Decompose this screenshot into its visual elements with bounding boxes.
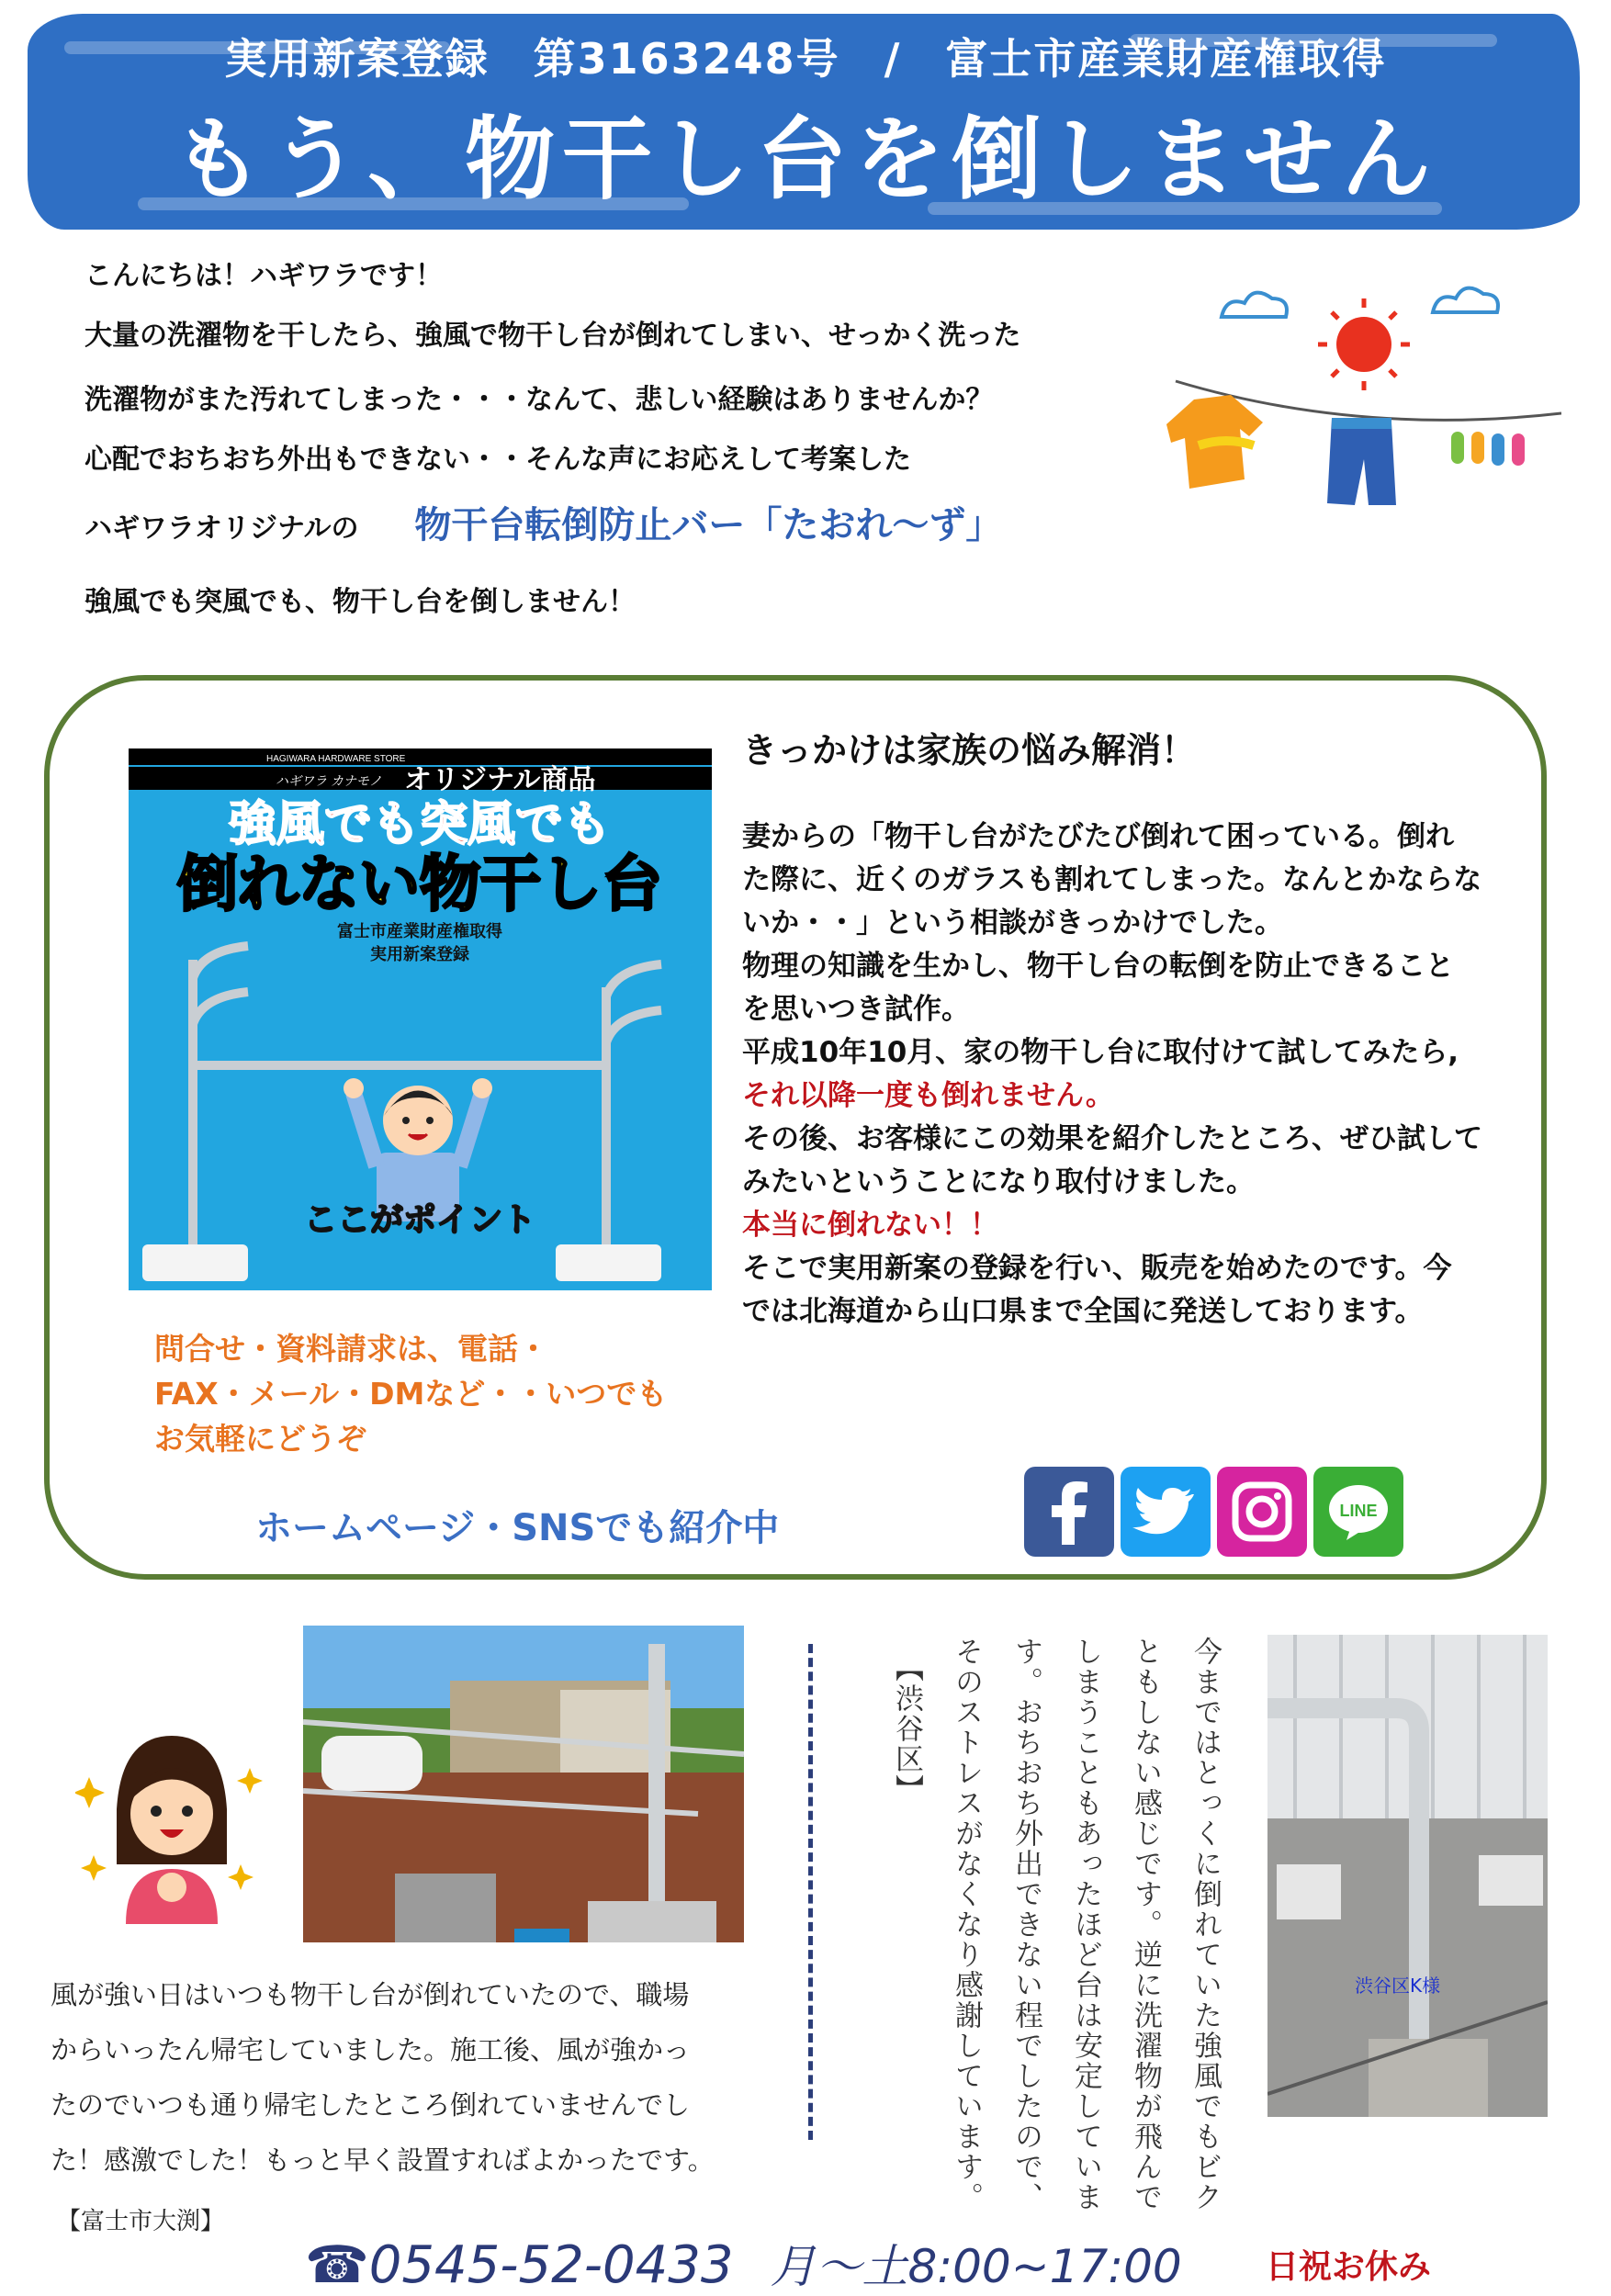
socks-icon (1451, 432, 1525, 466)
testimonial-column: しまうこともあったほど台は安定していま (1069, 1637, 1102, 2212)
testimonial-source-fuji: 【富士市大渕】 (57, 2208, 225, 2235)
poster-line2: 倒れない物干し台 (177, 849, 662, 919)
story-line: その後、お客様にこの効果を紹介したところ、ぜひ試して (742, 1122, 1482, 1155)
intro-closing: 強風でも突風でも、物干し台を倒しません！ (84, 586, 636, 618)
cloud-icon (1222, 288, 1498, 317)
poster-graphic (129, 748, 712, 1290)
testimonial-source-shibuya: 【渋谷区】 (890, 1653, 923, 1805)
story-highlight: それ以降一度も倒れません。 (742, 1079, 1114, 1112)
testimonial-line: たのでいつも通り帰宅したところ倒れていませんでし (51, 2089, 691, 2121)
customer-photo-fuji (303, 1626, 744, 1942)
contact-line: 問合せ・資料請求は、電話・ (154, 1331, 548, 1367)
intro-line: 大量の洗濯物を干したら、強風で物干し台が倒れてしまい、せっかく洗った (84, 320, 1021, 352)
photo-caption: 渋谷区K様 (1355, 1975, 1441, 1997)
story-heading: きっかけは家族の悩み解消！ (742, 730, 1197, 771)
contact-line: お気軽にどうぞ (154, 1421, 366, 1457)
story-line: みたいということになり取付けました。 (742, 1165, 1255, 1199)
story-line: では北海道から山口県まで全国に発送しております。 (742, 1295, 1424, 1328)
page-title: もう、物干し台を倒しません (172, 107, 1438, 212)
poster-point: ここがポイント (303, 1201, 536, 1239)
intro-line: 心配でおちおち外出もできない・・そんな声にお応えして考案した (84, 444, 911, 476)
business-hours: 月～土8:00~17:00 (770, 2240, 1182, 2293)
sun-icon (1318, 298, 1410, 390)
testimonial-line: からいったん帰宅していました。施工後、風が強かっ (51, 2034, 691, 2065)
footer-contact (305, 2230, 1182, 2296)
story-line: 物理の知識を生かし、物干し台の転倒を防止できること (742, 950, 1454, 983)
contact-line: FAX・メール・DMなど・・いつでも (154, 1376, 668, 1412)
product-name: 物干台転倒防止バー「たおれ〜ず」 (414, 504, 1003, 546)
story-line: を思いつき試作。 (742, 993, 970, 1026)
story-line: そこで実用新案の登録を行い、販売を始めたのです。今 (742, 1252, 1452, 1285)
pole-base (142, 1244, 248, 1281)
shorts-icon (1327, 418, 1396, 505)
shirt-icon (1166, 395, 1263, 489)
poster-cert2: 実用新案登録 (370, 945, 469, 964)
line-icon[interactable] (1313, 1467, 1403, 1557)
intro-line: こんにちは！ハギワラです！ (84, 260, 443, 292)
pole-base (556, 1244, 661, 1281)
poster-line1: 強風でも突風でも (228, 797, 612, 852)
story-highlight: 本当に倒れない！！ (742, 1209, 998, 1242)
testimonial-line: 風が強い日はいつも物干し台が倒れていたので、職場 (51, 1979, 690, 2010)
testimonial-line: た！感激でした！もっと早く設置すればよかったです。 (51, 2144, 715, 2176)
testimonial-column: す。おちおち外出できない程でしたので、 (1009, 1637, 1042, 2212)
homepage-sns-note: ホームページ・SNSでも紹介中 (255, 1507, 780, 1549)
poster-store-kana: ハギワラ カナモノ (276, 773, 382, 788)
facebook-icon[interactable] (1024, 1467, 1114, 1557)
boy-pointing-illustration (344, 1078, 492, 1221)
phone-icon: ☎ (305, 2235, 369, 2295)
line-icon-label: LINE (1339, 1502, 1378, 1520)
testimonial-column: ともしない感じです。逆に洗濯物が飛んで (1129, 1637, 1162, 2212)
instagram-icon[interactable] (1217, 1467, 1307, 1557)
twitter-icon[interactable] (1121, 1467, 1211, 1557)
story-line: 平成10年10月、家の物干し台に取付けて試してみたら, (742, 1036, 1459, 1069)
happy-woman-illustration (75, 1727, 268, 1924)
laundry-illustration (1157, 276, 1561, 560)
customer-photo-shibuya (1267, 1635, 1548, 2117)
closed-days: 日祝お休み (1266, 2248, 1432, 2286)
poster-cert1: 富士市産業財産権取得 (337, 922, 502, 941)
story-line: 妻からの「物干し台がたびたび倒れて困っている。倒れ (742, 820, 1454, 853)
testimonial-column: そのストレスがなくなり感謝しています。 (950, 1637, 983, 2212)
testimonial-column: 今まではとっくに倒れていた強風でもビク (1189, 1637, 1222, 2212)
intro-product-prefix: ハギワラオリジナルの (84, 512, 359, 545)
phone-number[interactable]: 0545-52-0433 (368, 2235, 734, 2295)
story-line: た際に、近くのガラスも割れてしまった。なんとかならな (742, 863, 1482, 896)
intro-product-line (84, 496, 1002, 548)
divider-line (808, 1644, 813, 2140)
poster-original: オリジナル商品 (404, 764, 596, 796)
poster-store: HAGIWARA HARDWARE STORE (266, 754, 406, 764)
product-poster (129, 748, 712, 1290)
intro-line: 洗濯物がまた汚れてしまった・・・なんて、悲しい経験はありませんか？ (84, 384, 994, 416)
story-line: いか・・」という相談がきっかけでした。 (742, 906, 1283, 940)
header-subtitle: 実用新案登録 第3163248号 / 富士市産業財産権取得 (224, 34, 1387, 84)
